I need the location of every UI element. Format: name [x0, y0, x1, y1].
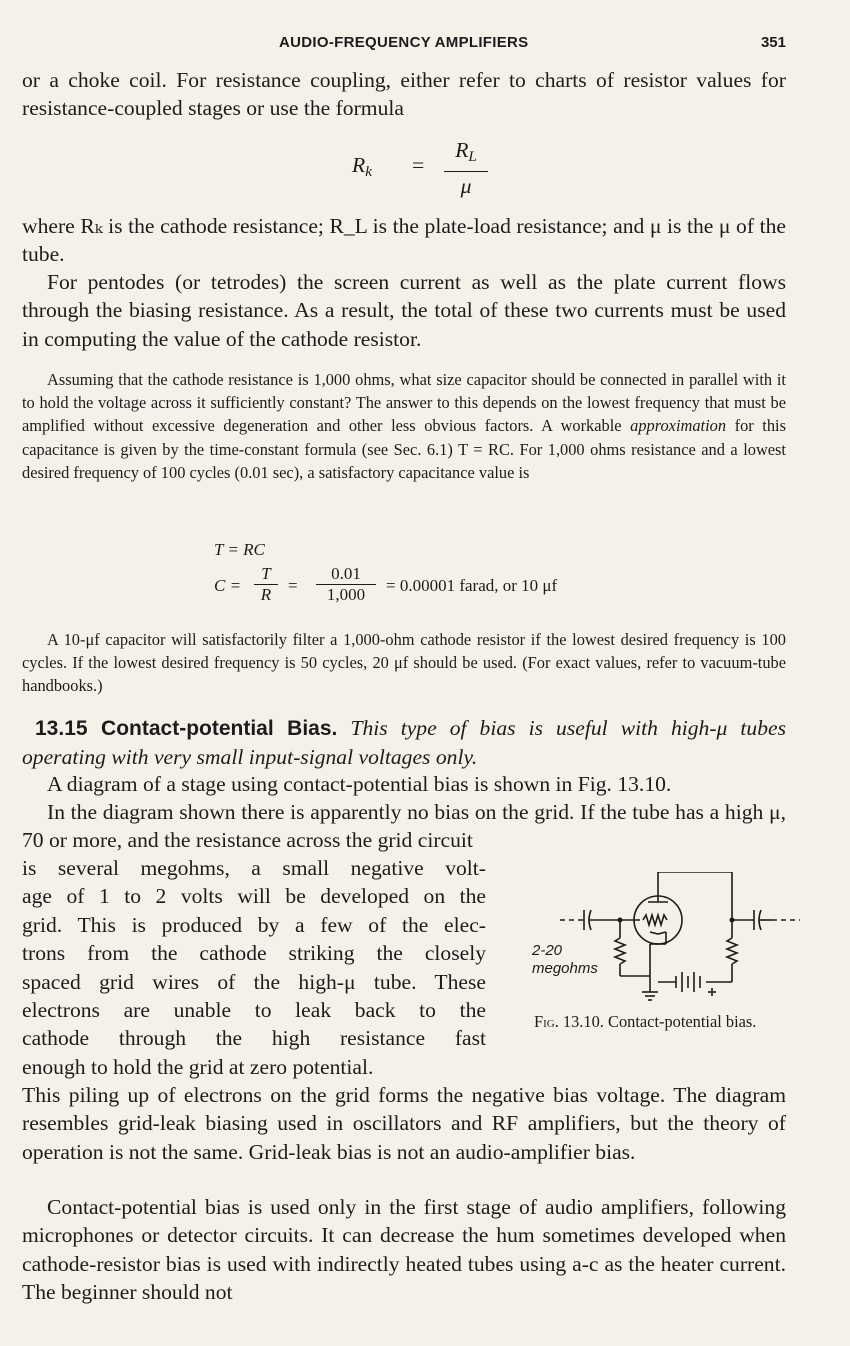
wrap-line: age of 1 to 2 volts will be developed on the: [22, 884, 486, 909]
eq1-fraction: $R_L$ μ: [444, 136, 488, 200]
eq2-frac2: 0.01 1,000: [316, 564, 376, 605]
eq2-c-lhs: C =: [214, 576, 242, 595]
paragraph-1: or a choke coil. For resistance coupling, either refer to charts of resistor values for resistance-coupled stages or use the formula: [22, 68, 786, 121]
section-lead: This type of bias is useful with high-μ tubes operating with very small input-signal voltages only.: [22, 716, 786, 770]
eq2-line1: T = RC: [214, 540, 265, 559]
figure-caption: [534, 1012, 800, 1032]
eq1-equals: =: [412, 153, 425, 177]
wrap-line: enough to hold the grid at zero potential.: [22, 1054, 374, 1079]
paragraph-5-start: In the diagram shown there is apparently no bias on the grid. If the tube has a high μ, 70 or more, and the resistance across the grid circuit: [22, 800, 786, 853]
section-13-15: [22, 714, 786, 772]
running-title: AUDIO-FREQUENCY AMPLIFIERS: [279, 34, 529, 51]
figure-caption-text: Contact-potential bias.: [608, 1012, 757, 1031]
running-header: [22, 30, 786, 56]
paragraph-3: For pentodes (or tetrodes) the screen current as well as the plate current flows through the biasing resistance. As a result, the total of these two currents must be used in computing the value of the cathode resistor.: [22, 270, 786, 351]
equation-capacitance: [214, 540, 634, 620]
paragraph-2: where Rₖ is the cathode resistance; R_L is the plate-load resistance; and μ is the μ of the tube.: [22, 214, 786, 267]
paragraph-6: Contact-potential bias is used only in the first stage of audio amplifiers, following microphones or detector circuits. It can decrease the hum sometimes developed when cathode-resistor bias is used with indirectly heated tubes using a-c as the heater current. The beginner should not: [22, 1195, 786, 1305]
paragraph-4: A diagram of a stage using contact-potential bias is shown in Fig. 13.10.: [47, 772, 672, 796]
wrap-line: spaced grid wires of the high-μ tube. These: [22, 969, 486, 994]
wrap-line: cathode through the high resistance fast: [22, 1026, 486, 1051]
example-paragraph-1: Assuming that the cathode resistance is 1,000 ohms, what size capacitor should be connected in parallel with it to hold the voltage across it sufficiently constant? The answer to this depends on the lowest frequency that must be amplified without excessive degeneration and other less obvious factors. A workable approximation for this capacitance is given by the time-constant formula (see Sec. 6.1) T = RC. For 1,000 ohms resistance and a lowest desired frequency of 100 cycles (0.01 sec), a satisfactory capacitance value is: [22, 370, 786, 482]
eq2-frac1: T R: [254, 564, 278, 605]
figure-label: Fig. 13.10.: [534, 1012, 604, 1031]
eq1-lhs: $R_k$: [352, 153, 372, 180]
page-number: 351: [760, 34, 786, 51]
wrap-line: trons from the cathode striking the closely: [22, 941, 486, 966]
eq2-result: = 0.00001 farad, or 10 μf: [386, 576, 558, 595]
eq2-equals: =: [288, 576, 298, 595]
paragraph-5-wrapped: [22, 854, 486, 1081]
wrap-line: grid. This is produced by a few of the elec-: [22, 912, 486, 937]
figure-13-10: [510, 872, 800, 1062]
wrap-line: is several megohms, a small negative volt-: [22, 856, 486, 880]
paragraph-5-end: This piling up of electrons on the grid forms the negative bias voltage. The diagram resembles grid-leak biasing used in oscillators and RF amplifiers, but the theory of operation is not the same. Grid-leak bias is not an audio-amplifier bias.: [22, 1083, 786, 1164]
wrap-line: electrons are unable to leak back to the: [22, 998, 486, 1023]
section-heading: 13.15 Contact-potential Bias.: [35, 717, 338, 740]
resistor-label: 2-20 megohms: [532, 942, 598, 977]
example-paragraph-2: A 10-μf capacitor will satisfactorily filter a 1,000-ohm cathode resistor if the lowest desired frequency is 100 cycles. If the lowest desired frequency is 50 cycles, 20 μf should be used. (For exact values, refer to vacuum-tube handbooks.): [22, 630, 786, 696]
